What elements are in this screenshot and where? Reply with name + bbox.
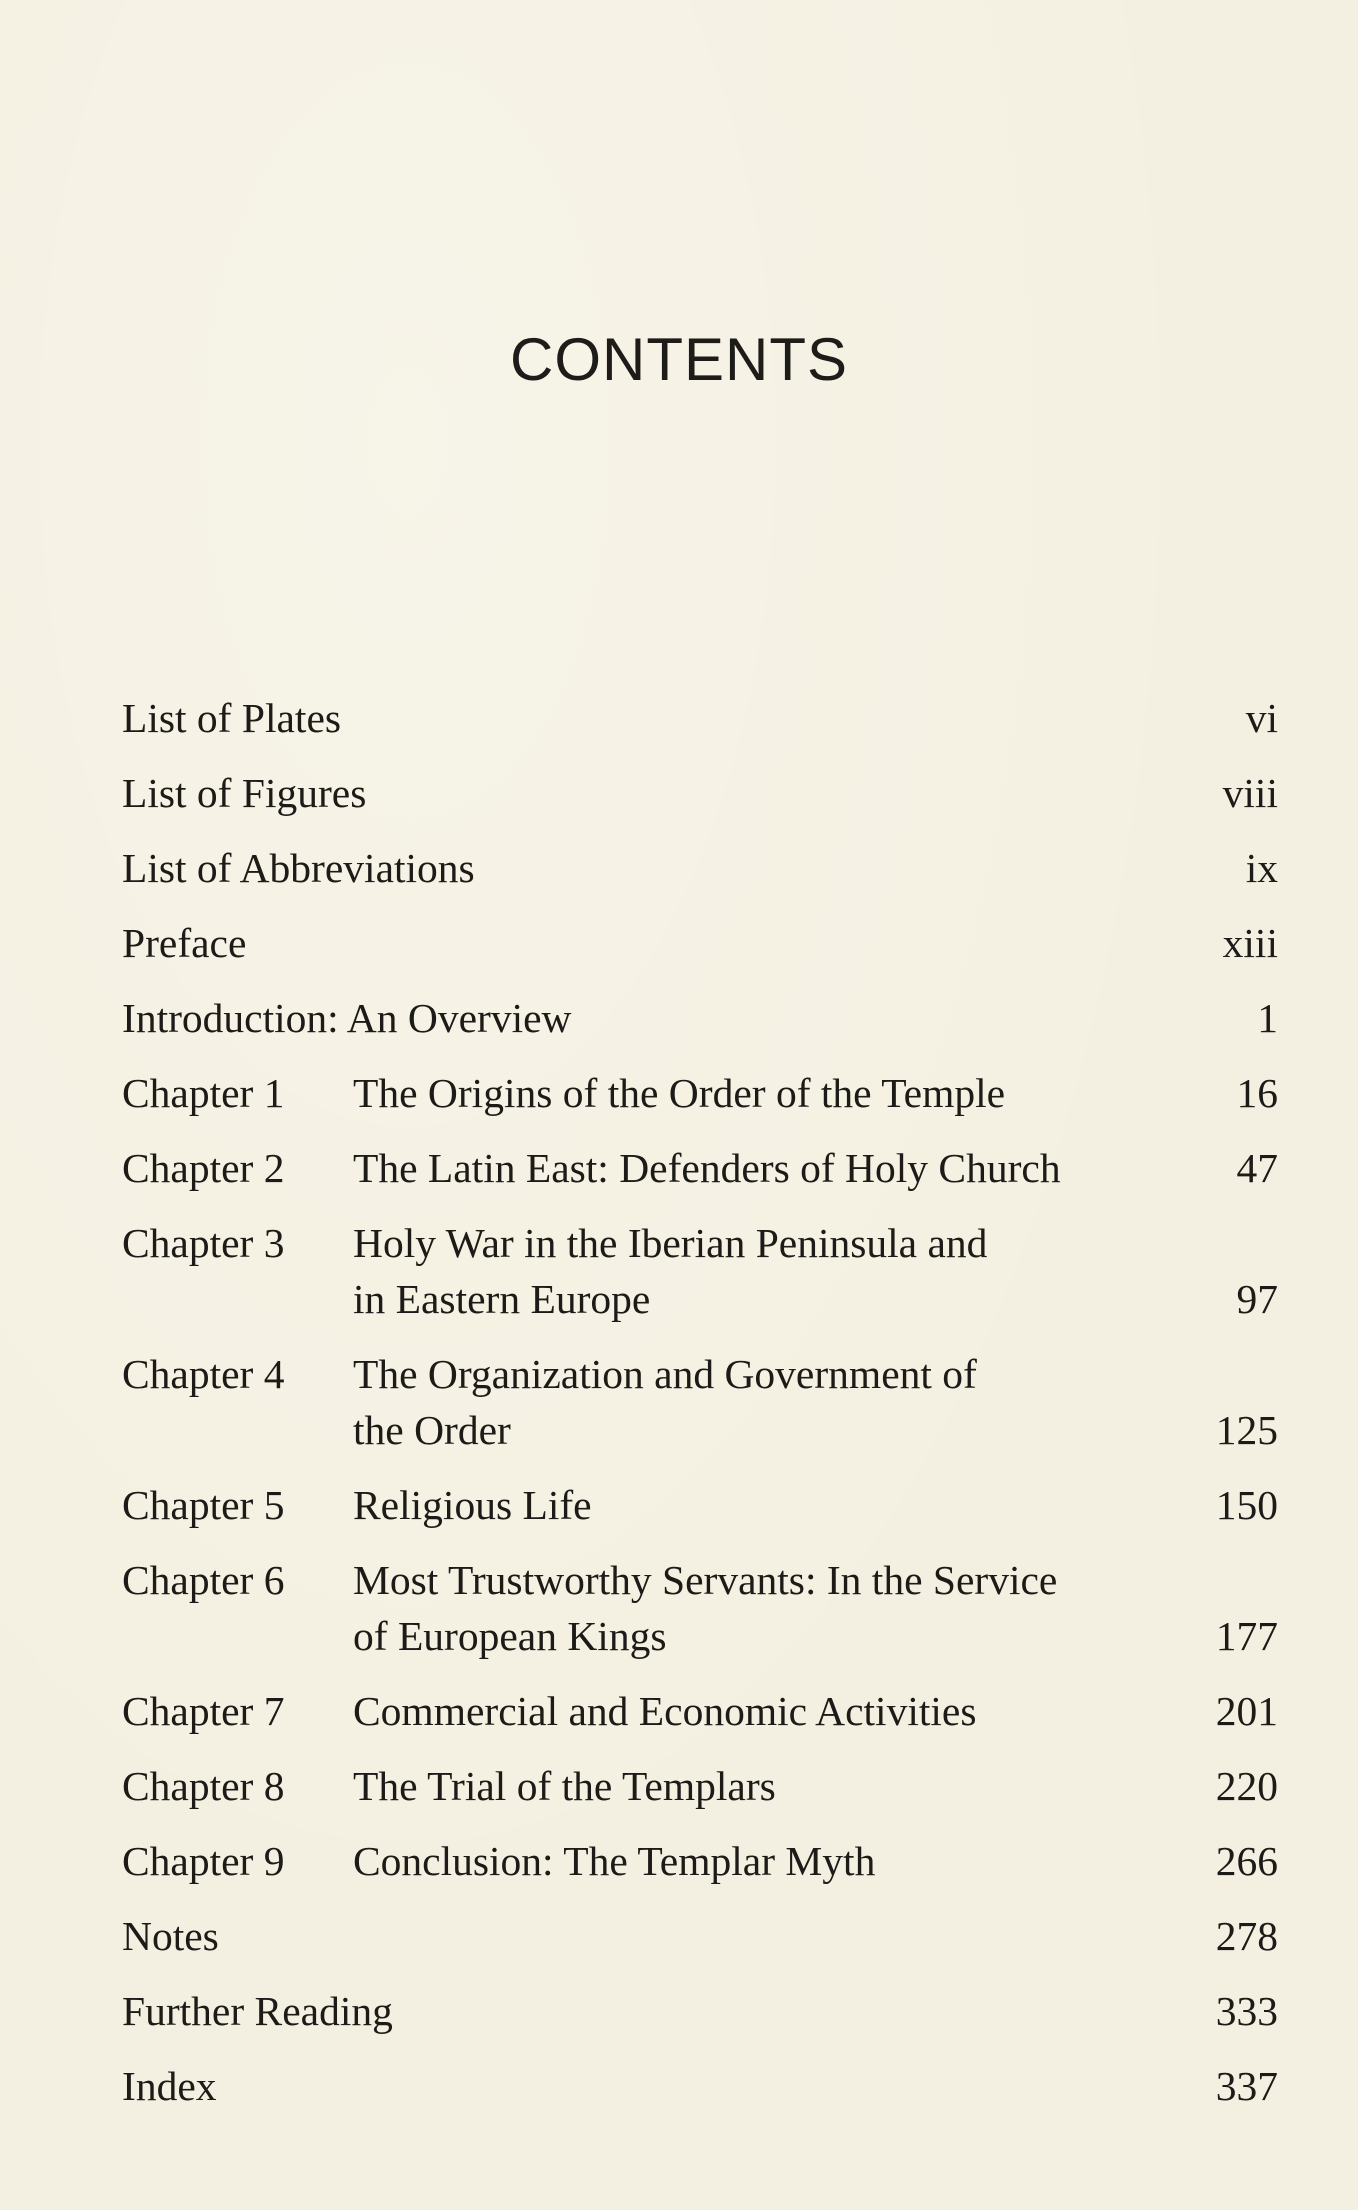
toc-entry-index xyxy=(122,2058,1278,2114)
chapter-label: Chapter 2 xyxy=(122,1145,285,1191)
chapter-title xyxy=(353,1477,1198,1533)
toc-entry-list-of-plates xyxy=(122,690,1278,746)
toc-entry-chapter-5 xyxy=(122,1477,1278,1533)
chapter-title xyxy=(353,1346,1198,1458)
chapter-title-line: Religious Life xyxy=(353,1482,592,1528)
toc-page-number: 333 xyxy=(1215,1988,1278,2034)
chapter-title xyxy=(353,1758,1198,1814)
chapter-title-line: The Trial of the Templars xyxy=(353,1763,776,1809)
toc-entry-chapter-3 xyxy=(122,1215,1278,1327)
toc-entry-chapter-1 xyxy=(122,1065,1278,1121)
toc-entry-introduction xyxy=(122,990,1278,1046)
chapter-label: Chapter 5 xyxy=(122,1482,285,1528)
chapter-title xyxy=(353,1833,1198,1889)
chapter-title xyxy=(353,1140,1198,1196)
toc-entry-chapter-6 xyxy=(122,1552,1278,1664)
toc-entry-chapter-9 xyxy=(122,1833,1278,1889)
toc-page-number: 16 xyxy=(1236,1070,1278,1116)
toc-entry-title: List of Plates xyxy=(122,695,342,741)
toc-entry-chapter-2 xyxy=(122,1140,1278,1196)
chapter-label: Chapter 7 xyxy=(122,1688,285,1734)
toc-entry-list-of-figures xyxy=(122,765,1278,821)
toc-page-number: 220 xyxy=(1215,1763,1278,1809)
toc-entry-chapter-7 xyxy=(122,1683,1278,1739)
toc-entry-notes xyxy=(122,1908,1278,1964)
chapter-title-line: The Origins of the Order of the Temple xyxy=(353,1070,1006,1116)
toc-entry-chapter-4 xyxy=(122,1346,1278,1458)
toc-page-number: vi xyxy=(1245,695,1278,741)
chapter-label: Chapter 1 xyxy=(122,1070,285,1116)
toc-entry-title: Notes xyxy=(122,1913,219,1959)
chapter-title-line: Holy War in the Iberian Peninsula and xyxy=(353,1220,988,1266)
chapter-title xyxy=(353,1683,1198,1739)
chapter-title-line: in Eastern Europe xyxy=(353,1276,651,1322)
toc-page-number: 177 xyxy=(1215,1613,1278,1659)
chapter-title-line: the Order xyxy=(353,1407,511,1453)
toc-entry-title: Index xyxy=(122,2063,217,2109)
toc-page-number: ix xyxy=(1245,845,1278,891)
toc-entry-title: Further Reading xyxy=(122,1988,393,2034)
chapter-label: Chapter 9 xyxy=(122,1838,285,1884)
table-of-contents xyxy=(122,690,1278,2133)
toc-entry-title: Preface xyxy=(122,920,247,966)
chapter-label: Chapter 3 xyxy=(122,1220,285,1266)
toc-page-number: 97 xyxy=(1236,1276,1278,1322)
chapter-title-line: Conclusion: The Templar Myth xyxy=(353,1838,876,1884)
toc-entry-further-reading xyxy=(122,1983,1278,2039)
toc-page-number: 125 xyxy=(1215,1407,1278,1453)
toc-page-number: 278 xyxy=(1215,1913,1278,1959)
toc-entry-preface xyxy=(122,915,1278,971)
chapter-title xyxy=(353,1552,1198,1664)
chapter-label: Chapter 4 xyxy=(122,1351,285,1397)
chapter-label: Chapter 8 xyxy=(122,1763,285,1809)
page-title: CONTENTS xyxy=(510,326,848,393)
chapter-label: Chapter 6 xyxy=(122,1557,285,1603)
toc-page-number: 1 xyxy=(1257,995,1278,1041)
toc-page-number: 47 xyxy=(1236,1145,1278,1191)
toc-page-number: xiii xyxy=(1222,920,1278,966)
toc-entry-list-of-abbreviations xyxy=(122,840,1278,896)
toc-page-number: 201 xyxy=(1215,1688,1278,1734)
chapter-title xyxy=(353,1065,1198,1121)
chapter-title-line: Most Trustworthy Servants: In the Service xyxy=(353,1557,1058,1603)
toc-page-number: 337 xyxy=(1215,2063,1278,2109)
chapter-title-line: The Latin East: Defenders of Holy Church xyxy=(353,1145,1061,1191)
chapter-title-line: The Organization and Government of xyxy=(353,1351,977,1397)
toc-entry-title: Introduction: An Overview xyxy=(122,995,572,1041)
toc-page-number: viii xyxy=(1222,770,1278,816)
toc-entry-title: List of Figures xyxy=(122,770,367,816)
chapter-title xyxy=(353,1215,1198,1327)
toc-page-number: 150 xyxy=(1215,1482,1278,1528)
chapter-title-line: Commercial and Economic Activities xyxy=(353,1688,977,1734)
toc-entry-chapter-8 xyxy=(122,1758,1278,1814)
toc-page-number: 266 xyxy=(1215,1838,1278,1884)
chapter-title-line: of European Kings xyxy=(353,1613,667,1659)
toc-entry-title: List of Abbreviations xyxy=(122,845,475,891)
